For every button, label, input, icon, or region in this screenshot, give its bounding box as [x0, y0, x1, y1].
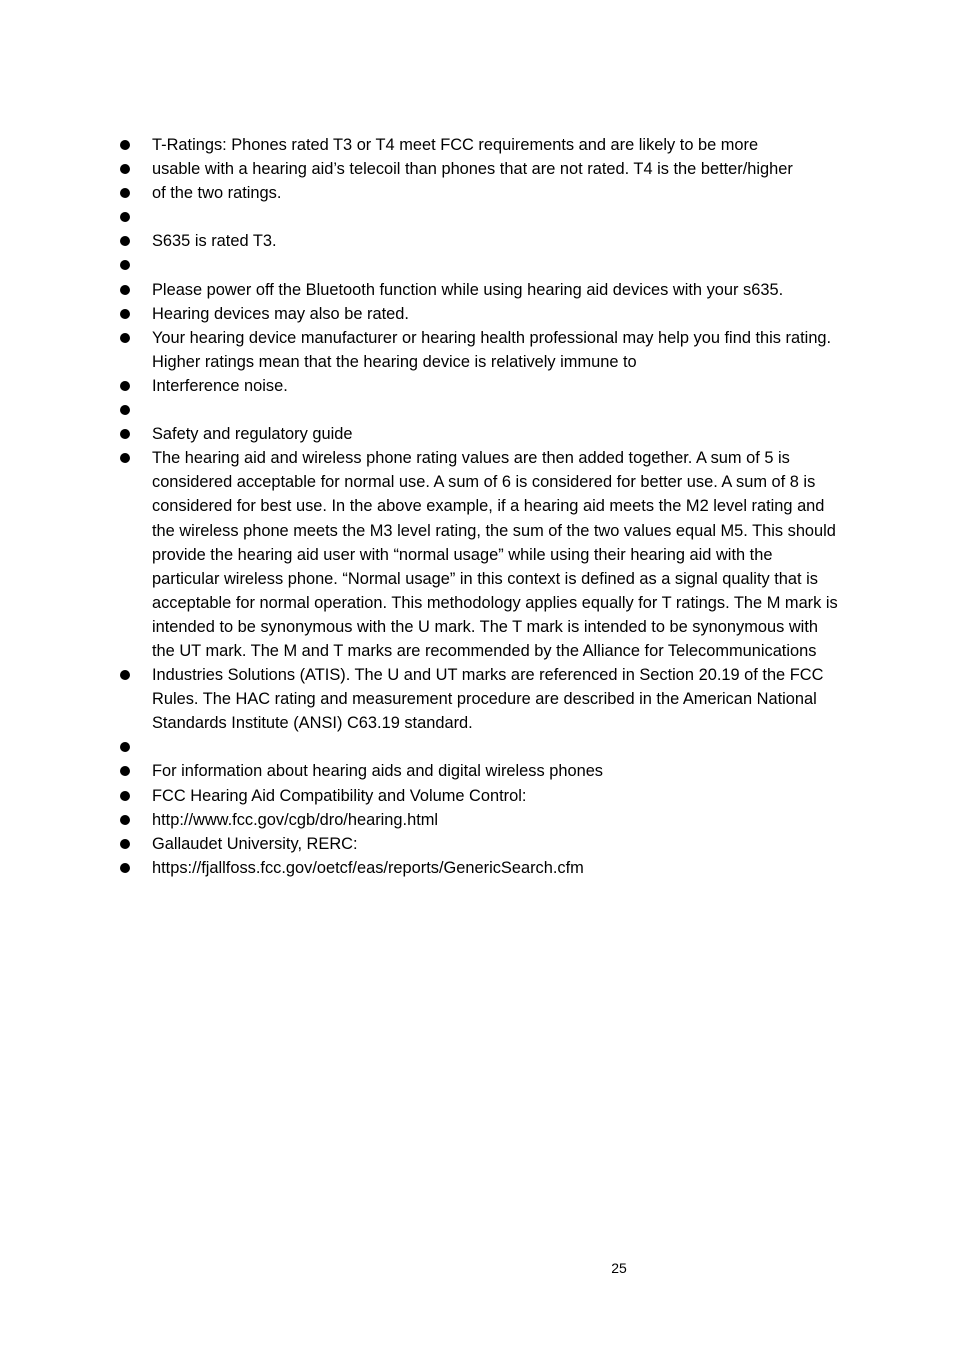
list-item — [118, 784, 838, 808]
bullet-icon — [120, 863, 130, 873]
bullet-icon — [120, 188, 130, 198]
list-item — [118, 133, 838, 157]
list-item — [118, 302, 838, 326]
bullet-icon — [120, 212, 130, 222]
list-item — [118, 832, 838, 856]
bullet-icon — [120, 742, 130, 752]
list-item — [118, 422, 838, 446]
bullet-list — [118, 133, 838, 880]
page-number: 25 — [611, 1260, 627, 1276]
list-item-text: Interference noise. — [152, 376, 288, 395]
bullet-icon — [120, 309, 130, 319]
list-item-text: T-Ratings: Phones rated T3 or T4 meet FCC requirements and are likely to be more — [152, 136, 759, 154]
list-item — [118, 446, 838, 663]
list-item — [118, 205, 838, 229]
bullet-icon — [120, 140, 130, 150]
bullet-icon — [120, 670, 130, 680]
list-item-text: Industries Solutions (ATIS). The U and UT marks are referenced in Section 20.19 of the FCC Rules. The HAC rating and measurement procedure are described in the American National Standards Institute (ANSI) C63.19 standard. — [152, 666, 824, 733]
bullet-icon — [120, 381, 130, 391]
list-item-text: Hearing devices may also be rated. — [152, 304, 409, 323]
list-item-text: For information about hearing aids and digital wireless phones — [152, 762, 604, 781]
list-item-text: Gallaudet University, RERC: — [152, 834, 358, 853]
list-item-text: usable with a hearing aid’s telecoil than phones that are not rated. T4 is the better/higher — [152, 160, 793, 179]
list-item — [118, 229, 838, 253]
list-item-text: Safety and regulatory guide — [152, 425, 353, 444]
list-item — [118, 326, 838, 374]
bullet-icon — [120, 429, 130, 439]
list-item — [118, 253, 838, 277]
list-item — [118, 735, 838, 759]
bullet-icon — [120, 164, 130, 174]
list-item — [118, 181, 838, 205]
list-item-text: Please power off the Bluetooth function while using hearing aid devices with your s635. — [152, 280, 784, 299]
list-item — [118, 278, 838, 302]
bullet-icon — [120, 815, 130, 825]
bullet-icon — [120, 333, 130, 343]
list-item — [118, 856, 838, 880]
list-item-text: S635 is rated T3. — [152, 232, 277, 251]
bullet-icon — [120, 791, 130, 801]
list-item — [118, 759, 838, 783]
list-item — [118, 157, 838, 181]
bullet-icon — [120, 405, 130, 415]
bullet-icon — [120, 260, 130, 270]
list-item-text: https://fjallfoss.fcc.gov/oetcf/eas/reports/GenericSearch.cfm — [152, 858, 584, 877]
bullet-icon — [120, 453, 130, 463]
list-item — [118, 663, 838, 735]
list-item — [118, 374, 838, 398]
list-item-text: of the two ratings. — [152, 184, 282, 203]
list-item-text: The hearing aid and wireless phone rating values are then added together. A sum of 5 is considered acceptable for normal use. A sum of 6 is considered for better use. A sum of 8 is considered for best use. In the above example, if a hearing aid meets the M2 level rating and the wireless phone meets the M3 level rating, the sum of the two values equal M5. This should provide the hearing aid user with “normal usage” while using their hearing aid with the particular wireless phone. “Normal usage” in this context is defined as a signal quality that is acceptable for normal operation. This methodology applies equally for T ratings. The M mark is intended to be synonymous with the U mark. The T mark is intended to be synonymous with the UT mark. The M and T marks are recommended by the Alliance for Telecommunications — [152, 449, 838, 660]
list-item-text: http://www.fcc.gov/cgb/dro/hearing.html — [152, 810, 439, 829]
bullet-icon — [120, 766, 130, 776]
bullet-icon — [120, 839, 130, 849]
list-item — [118, 398, 838, 422]
bullet-icon — [120, 285, 130, 295]
list-item-text: FCC Hearing Aid Compatibility and Volume Control: — [152, 786, 527, 805]
list-item — [118, 808, 838, 832]
list-item-text: Your hearing device manufacturer or hearing health professional may help you find this rating. Higher ratings mean that the hearing device is relatively immune to — [152, 328, 832, 371]
bullet-icon — [120, 236, 130, 246]
